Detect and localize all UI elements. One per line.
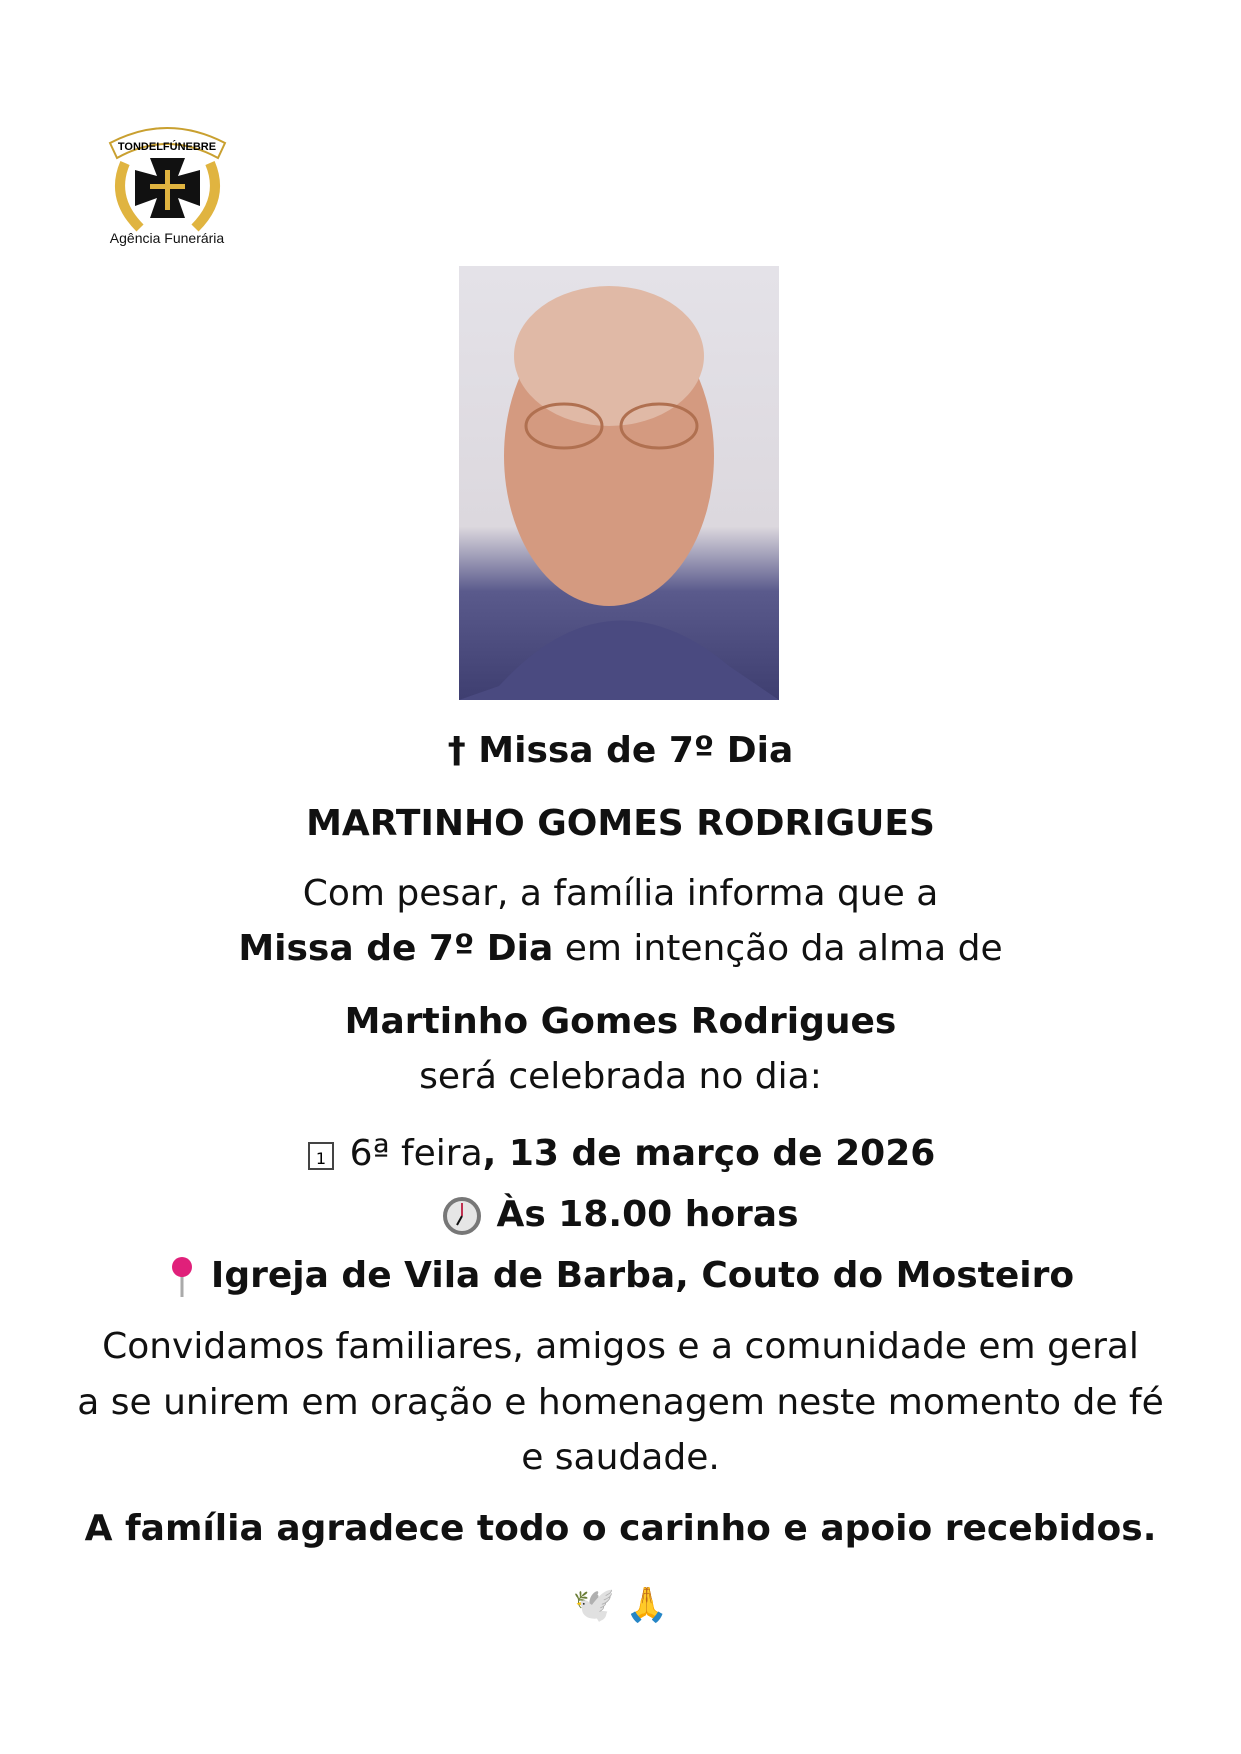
svg-text:TONDELFÚNEBRE: TONDELFÚNEBRE	[117, 141, 217, 153]
intro-line-1: Com pesar, a família informa que a	[302, 873, 939, 914]
clock-icon	[442, 1196, 482, 1236]
invite-line-3: e saudade.	[521, 1437, 720, 1478]
svg-text:1: 1	[315, 1149, 326, 1168]
dove-pray-emojis: 🕊️ 🙏	[572, 1585, 669, 1625]
calendar-icon	[306, 1138, 336, 1172]
celebrated-text: será celebrada no dia:	[419, 1056, 822, 1097]
time-line	[0, 1193, 1241, 1237]
intro-bold: Missa de 7º Dia	[238, 928, 554, 969]
deceased-name: Martinho Gomes Rodrigues	[344, 1001, 897, 1042]
invite-line-2: a se unirem em oração e homenagem neste momento de fé	[77, 1382, 1164, 1423]
intro-line-2	[0, 927, 1241, 971]
pin-icon	[167, 1255, 197, 1299]
notice-title: † Missa de 7º Dia	[447, 730, 794, 771]
deceased-photo	[459, 266, 779, 700]
date-line	[0, 1132, 1241, 1176]
invite-line-1: Convidamos familiares, amigos e a comunidade em geral	[102, 1326, 1139, 1367]
date: , 13 de março de 2026	[482, 1133, 936, 1174]
date-weekday: 6ª feira	[349, 1133, 483, 1174]
thanks-text: A família agradece todo o carinho e apoio recebidos.	[84, 1508, 1157, 1549]
logo-caption: Agência Funerária	[109, 230, 225, 246]
place: Igreja de Vila de Barba, Couto do Mosteiro	[210, 1255, 1075, 1296]
deceased-name-upper: MARTINHO GOMES RODRIGUES	[306, 803, 935, 844]
time: Às 18.00 horas	[496, 1194, 799, 1235]
intro-rest: em intenção da alma de	[553, 928, 1003, 969]
place-line	[0, 1254, 1241, 1299]
